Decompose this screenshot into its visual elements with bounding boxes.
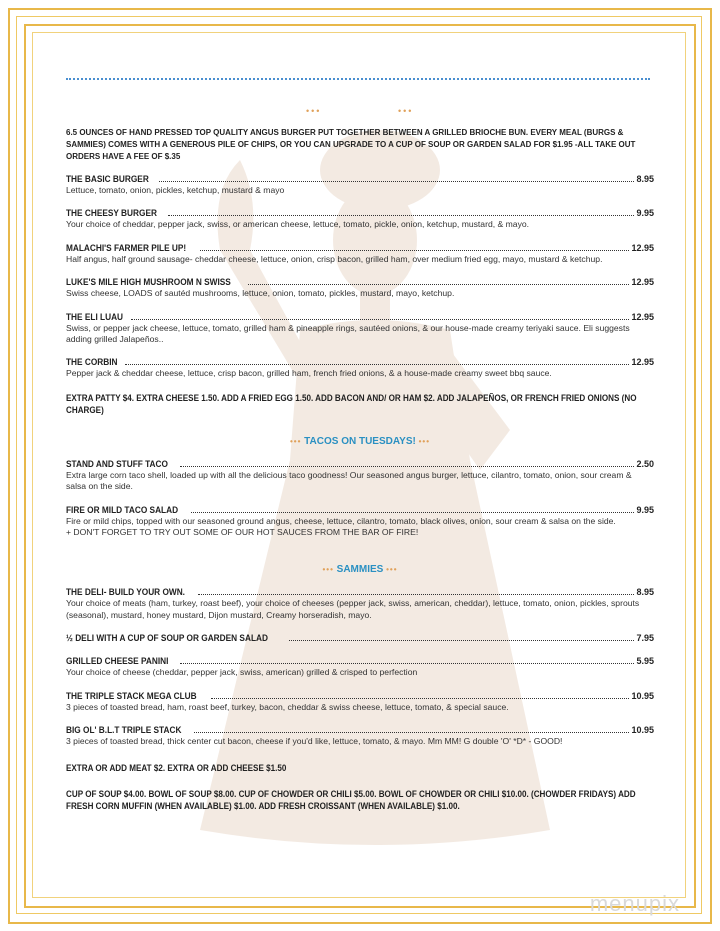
menu-item-price: 9.95 bbox=[636, 208, 654, 219]
ornament: ••• bbox=[386, 565, 398, 575]
menu-item-description: Pepper jack & cheddar cheese, lettuce, crisp bacon, grilled ham, french fried onions, & a house-made creamy sweet bbq sauce. bbox=[66, 368, 552, 379]
menu-item-description: Fire or mild chips, topped with our seasoned ground angus, cheese, lettuce, cilantro, tomato, black olives, onion, sour cream & salsa on the side. bbox=[66, 515, 616, 526]
menu-item-name: THE CHEESY BURGER bbox=[66, 208, 157, 219]
menu-item-description: 3 pieces of toasted bread, thick center cut bacon, cheese if you'd like, lettuce, tomato, & mayo. Mm MM! G double 'O' *D* - GOOD! bbox=[66, 736, 563, 747]
dot-leader bbox=[200, 250, 630, 251]
dot-leader bbox=[168, 215, 635, 216]
menu-item-description: Lettuce, tomato, onion, pickles, ketchup, mustard & mayo bbox=[66, 185, 285, 195]
menu-item-description: Extra large corn taco shell, loaded up with all the delicious taco goodness! Our seasoned angus burger, lettuce, cilantro, tomato, onion, sour cream & salsa on the side. bbox=[66, 469, 632, 492]
menu-item bbox=[66, 633, 654, 644]
taco-list bbox=[66, 459, 654, 539]
menu-item-description: 3 pieces of toasted bread, ham, roast beef, turkey, bacon, cheddar & swiss cheese, lettuce, tomato, & special sauce. bbox=[66, 701, 509, 712]
menu-item-price: 10.95 bbox=[631, 725, 654, 736]
menu-item-row bbox=[66, 357, 654, 368]
menu-item-row bbox=[66, 243, 654, 254]
dot-leader bbox=[211, 698, 629, 699]
menu-item bbox=[66, 505, 654, 539]
dot-leader bbox=[191, 512, 635, 513]
dot-leader bbox=[248, 284, 629, 285]
dot-leader bbox=[289, 640, 635, 641]
sammies-list bbox=[66, 587, 654, 747]
menu-item-description: Half angus, half ground sausage- cheddar cheese, lettuce, onion, crisp bacon, grilled ham, over medium fried egg, mayo, mustard & ketchup. bbox=[66, 253, 603, 264]
menu-item-name: MALACHI'S FARMER PILE UP! bbox=[66, 242, 187, 253]
menu-item bbox=[66, 725, 654, 747]
menu-item-description: Swiss, or pepper jack cheese, lettuce, tomato, grilled ham & pineapple rings, sautéed onions, & our house-made creamy teriyaki sauce. Eli suggests adding grilled Jalapeños.. bbox=[66, 322, 630, 345]
burger-extras: EXTRA PATTY $4. EXTRA CHEESE 1.50. ADD A FRIED EGG 1.50. ADD BACON AND/ OR HAM $2. ADD JALAPEÑOS, OR FRENCH FRIED ONIONS (NO CHARGE) bbox=[66, 392, 637, 415]
menu-item bbox=[66, 357, 654, 379]
menu-item-price: 9.95 bbox=[636, 504, 654, 515]
menu-item-price: 12.95 bbox=[631, 357, 654, 368]
menupix-watermark: menupix bbox=[589, 891, 680, 916]
menu-item-name: THE BASIC BURGER bbox=[66, 174, 149, 184]
intro-text: 6.5 OUNCES OF HAND PRESSED TOP QUALITY ANGUS BURGER PUT TOGETHER BETWEEN A GRILLED BRIOCHE BUN. EVERY MEAL (BURGS & SAMMIES) COMES WITH A GENEROUS PILE OF CHIPS, OR YOU CAN UPGRADE TO A CUP OF SOUP OR GARDEN SALAD FOR $1.95 -ALL TAKE OUT ORDERS HAVE A FEE OF $.35 bbox=[66, 127, 636, 161]
menu-item-name: FIRE OR MILD TACO SALAD bbox=[66, 504, 179, 515]
menu-item-name: ½ DELI WITH A CUP OF SOUP OR GARDEN SALAD bbox=[66, 633, 268, 644]
dot-leader bbox=[131, 319, 629, 320]
menu-item-description: Swiss cheese, LOADS of sautéd mushrooms, lettuce, onion, tomato, pickles, mustard, mayo, ketchup. bbox=[66, 288, 455, 299]
ornament-right: ••• bbox=[398, 106, 414, 116]
menu-item-price: 10.95 bbox=[631, 690, 654, 701]
menu-item-name: GRILLED CHEESE PANINI bbox=[66, 656, 169, 667]
tacos-section-header bbox=[66, 436, 654, 447]
menu-item bbox=[66, 277, 654, 299]
menu-item-row bbox=[66, 174, 654, 185]
sammies-extras: EXTRA OR ADD MEAT $2. EXTRA OR ADD CHEESE $1.50 bbox=[66, 762, 287, 773]
menu-item bbox=[66, 243, 654, 265]
menu-item-price: 2.50 bbox=[636, 458, 654, 469]
menu-item-row bbox=[66, 725, 654, 736]
menu-item-description: Your choice of cheese (cheddar, pepper jack, swiss, american) grilled & crisped to perfection bbox=[66, 667, 418, 678]
menu-item-price: 8.95 bbox=[636, 587, 654, 598]
menu-item-price: 7.95 bbox=[636, 633, 654, 644]
menu-item-row bbox=[66, 587, 654, 598]
menu-item-price: 12.95 bbox=[631, 311, 654, 322]
dot-leader bbox=[180, 466, 635, 467]
menu-item-row bbox=[66, 505, 654, 516]
menu-item bbox=[66, 587, 654, 621]
menu-item-price: 12.95 bbox=[631, 277, 654, 288]
menu-item-row bbox=[66, 633, 654, 644]
menu-item-name: BIG OL' B.L.T TRIPLE STACK bbox=[66, 725, 182, 736]
menu-item-row bbox=[66, 656, 654, 667]
menu-item-row bbox=[66, 312, 654, 323]
dot-leader bbox=[198, 594, 634, 595]
ornament: ••• bbox=[322, 565, 334, 575]
menu-item-name: THE TRIPLE STACK MEGA CLUB bbox=[66, 690, 197, 701]
menu-item-price: 5.95 bbox=[636, 656, 654, 667]
soup-line: CUP OF SOUP $4.00. BOWL OF SOUP $8.00. CUP OF CHOWDER OR CHILI $5.00. BOWL OF CHOWDER OR CHILI $10.00. (CHOWDER FRIDAYS) ADD FRESH CORN MUFFIN (WHEN AVAILABLE) $1.00. ADD FRESH CROISSANT (WHEN AVAILABLE) $1.00. bbox=[66, 788, 636, 811]
ornament: ••• bbox=[289, 436, 302, 446]
sammies-section-header bbox=[66, 564, 654, 575]
menu-item-name: STAND AND STUFF TACO bbox=[66, 458, 168, 469]
menu-item-row bbox=[66, 208, 654, 219]
menu-item-row bbox=[66, 459, 654, 470]
menu-item-description: Your choice of meats (ham, turkey, roast beef), your choice of cheeses (pepper jack, swiss, american, cheddar), lettuce, tomato, onion, pickles, sprouts (seasonal), mustard, honey mustard, Dijon mustard, Creamy horseradish, mayo. bbox=[66, 598, 640, 620]
menu-item bbox=[66, 208, 654, 230]
menu-item-row bbox=[66, 691, 654, 702]
top-dotted-rule bbox=[66, 78, 650, 80]
dot-leader bbox=[180, 663, 634, 664]
menu-item bbox=[66, 459, 654, 493]
burger-list bbox=[66, 174, 654, 380]
menu-item bbox=[66, 656, 654, 678]
dot-leader bbox=[159, 181, 634, 182]
menu-item-name: THE CORBIN bbox=[66, 357, 118, 368]
ornament: ••• bbox=[418, 436, 431, 446]
menu-item-description: Your choice of cheddar, pepper jack, swiss, or american cheese, lettuce, tomato, pickle, onion, ketchup, mustard, & mayo. bbox=[66, 219, 530, 230]
menu-item bbox=[66, 312, 654, 346]
tacos-title: TACOS ON TUESDAYS! bbox=[304, 435, 416, 447]
menu-item-name: THE DELI- BUILD YOUR OWN. bbox=[66, 587, 185, 598]
menu-item-row bbox=[66, 277, 654, 288]
menu-item-price: 8.95 bbox=[636, 174, 654, 184]
menu-item-name: THE ELI LUAU bbox=[66, 311, 124, 322]
menu-item-note: + DON'T FORGET TO TRY OUT SOME OF OUR HOT SAUCES FROM THE BAR OF FIRE! bbox=[66, 527, 419, 538]
dot-leader bbox=[125, 364, 629, 365]
menu-item bbox=[66, 691, 654, 713]
menu-content bbox=[66, 126, 654, 812]
ornament-left: ••• bbox=[306, 106, 322, 116]
dot-leader bbox=[194, 732, 629, 733]
menu-item-name: LUKE'S MILE HIGH MUSHROOM N SWISS bbox=[66, 277, 231, 288]
menu-item bbox=[66, 174, 654, 196]
menu-item-price: 12.95 bbox=[631, 242, 654, 253]
sammies-title: SAMMIES bbox=[336, 564, 384, 576]
